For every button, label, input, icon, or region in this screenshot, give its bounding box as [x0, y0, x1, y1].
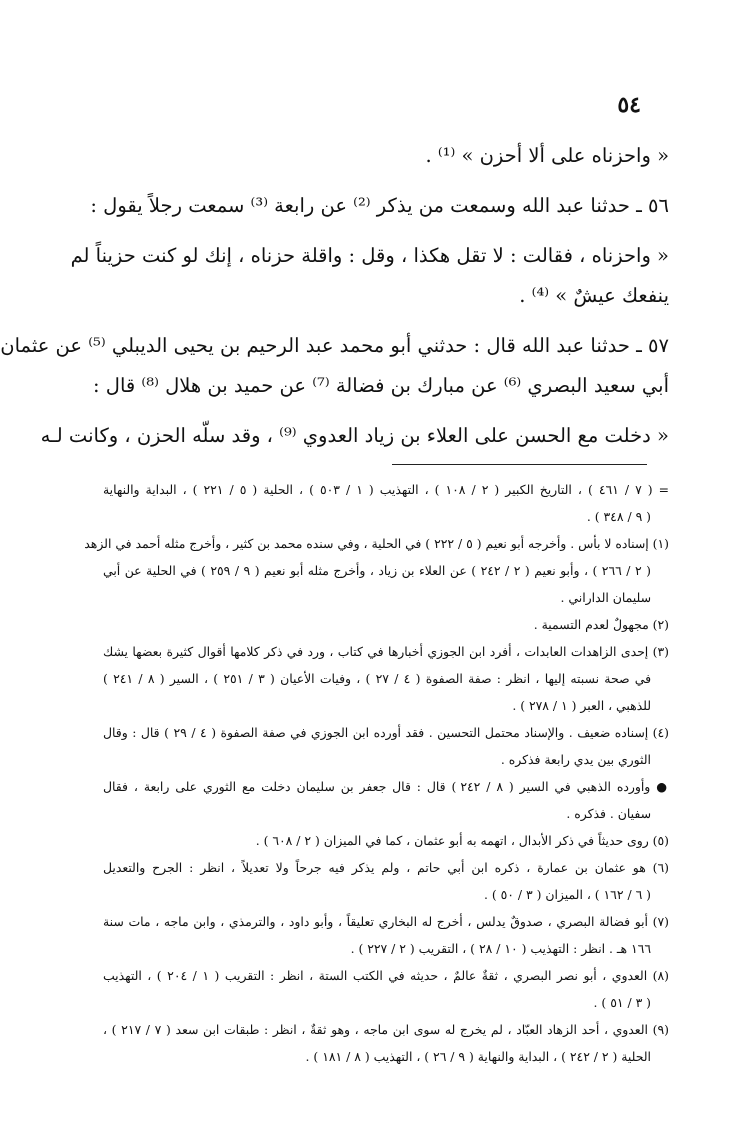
footnote-line: ١٦٦ هـ . انظر : التهذيب ( ١٠ / ٢٨ ) ، التقريب ( ٢ / ٢٢٧ ) . [350, 941, 651, 956]
footnote-line: (٢) مجهولٌ لعدم التسمية . [533, 617, 669, 632]
main-line: أبي سعيد البصري ⁽⁶⁾ عن مبارك بن فضالة ⁽⁷⁾ عن حميد بن هلال ⁽⁸⁾ قال : [93, 374, 670, 397]
footnote-line: الثوري بين يدي رابعة فذكره . [500, 752, 651, 767]
footnote-line: = ( ٧ / ٤٦١ ) ، التاريخ الكبير ( ٢ / ١٠٨ ) ، التهذيب ( ١ / ٥٠٣ ) ، الحلية ( ٥ / ٢٢١ ) ، البداية والنهاية [103, 482, 670, 497]
footnote-line: سفيان . فذكره . [566, 806, 651, 821]
footnote-line: ( ٣ / ٥١ ) . [593, 995, 651, 1010]
footnote-divider [392, 464, 647, 465]
footnote-line: ( ٩ / ٣٤٨ ) . [586, 509, 651, 524]
main-line: « واحزناه ، فقالت : لا تقل هكذا ، وقل : واقلة حزناه ، إنك لو كنت حزيناً لم [70, 244, 669, 267]
footnote-line: للذهبي ، العبر ( ١ / ٢٧٨ ) . [512, 698, 651, 713]
footnote-line: الحلية ( ٢ / ٢٤٢ ) ، البداية والنهاية ( ٩ / ٢٦ ) ، التهذيب ( ٨ / ١٨١ ) . [305, 1049, 651, 1064]
main-line: ٥٧ ـ حدثنا عبد الله قال : حدثني أبو محمد عبد الرحيم بن يحيى الديبلي ⁽⁵⁾ عن عثمان [0, 334, 669, 357]
footnote-line: (٥) روى حديثاً في ذكر الأبدال ، اتهمه به أبو عثمان ، كما في الميزان ( ٢ / ٦٠٨ ) . [255, 833, 669, 848]
main-line: « دخلت مع الحسن على العلاء بن زياد العدوي ⁽⁹⁾ ، وقد سلّه الحزن ، وكانت لـه [40, 424, 669, 447]
footnotes [84, 476, 670, 1070]
footnote-line: (٣) إحدى الزاهدات العابدات ، أفرد ابن الجوزي أخبارها في كتاب ، ورد في ذكر كلامها أقوال كثيرة بعضها يشك [103, 644, 669, 659]
footnote-line: ● وأورده الذهبي في السير ( ٨ / ٢٤٢ ) قال : قال جعفر بن سليمان دخلت مع الثوري على رابعة ، فقال [103, 779, 669, 794]
footnote-line: (٤) إسناده ضعيف . والإسناد محتمل التحسين . فقد أورده ابن الجوزي في صفة الصفوة ( ٤ / ٢٩ ) قال : وقال [103, 725, 669, 740]
footnote-line: (١) إسناده لا بأس . وأخرجه أبو نعيم ( ٥ / ٢٢٢ ) في الحلية ، وفي سنده محمد بن كثير ، وأخرج مثله أحمد في الزهد [84, 536, 669, 551]
footnote-line: سليمان الداراني . [560, 590, 651, 605]
page-number: ٥٤ [617, 92, 641, 118]
footnote-line: في صحة نسبته إليها ، انظر : صفة الصفوة ( ٤ / ٢٧ ) ، وفيات الأعيان ( ٣ / ٢٥١ ) ، السير ( ٨ / ٢٤١ ) [103, 671, 651, 686]
main-text [0, 136, 670, 456]
footnote-line: (٩) العدوي ، أحد الزهاد العبّاد ، لم يخرج له سوى ابن ماجه ، وهو ثقةٌ ، انظر : طبقات ابن سعد ( ٧ / ٢١٧ ) ، [103, 1022, 669, 1037]
footnote-line: ( ٢ / ٢٦٦ ) ، وأبو نعيم ( ٢ / ٢٤٢ ) عن العلاء بن زياد ، وأخرج مثله أبو نعيم ( ٩ / ٢٥٩ ) في الحلية عن أبي [103, 563, 651, 578]
footnote-line: (٦) هو عثمان بن عمارة ، ذكره ابن أبي حاتم ، ولم يذكر فيه جرحاً ولا تعديلاً ، انظر : الجرح والتعديل [103, 860, 669, 875]
main-line: ينفعك عيشٌ » ⁽⁴⁾ . [519, 284, 669, 307]
main-line: ٥٦ ـ حدثنا عبد الله وسمعت من يذكر ⁽²⁾ عن رابعة ⁽³⁾ سمعت رجلاً يقول : [90, 194, 669, 217]
footnote-line: ( ٦ / ١٦٢ ) ، الميزان ( ٣ / ٥٠ ) . [483, 887, 651, 902]
footnote-line: (٨) العدوي ، أبو نصر البصري ، ثقةٌ عالمٌ ، حديثه في الكتب الستة ، انظر : التقريب ( ١ / ٢٠٤ ) ، التهذيب [103, 968, 669, 983]
main-line: « واحزناه على ألا أحزن » ⁽¹⁾ . [425, 144, 669, 167]
footnote-line: (٧) أبو فضالة البصري ، صدوقٌ يدلس ، أخرج له البخاري تعليقاً ، وأبو داود ، والترمذي ، وابن ماجه ، مات سنة [103, 914, 669, 929]
